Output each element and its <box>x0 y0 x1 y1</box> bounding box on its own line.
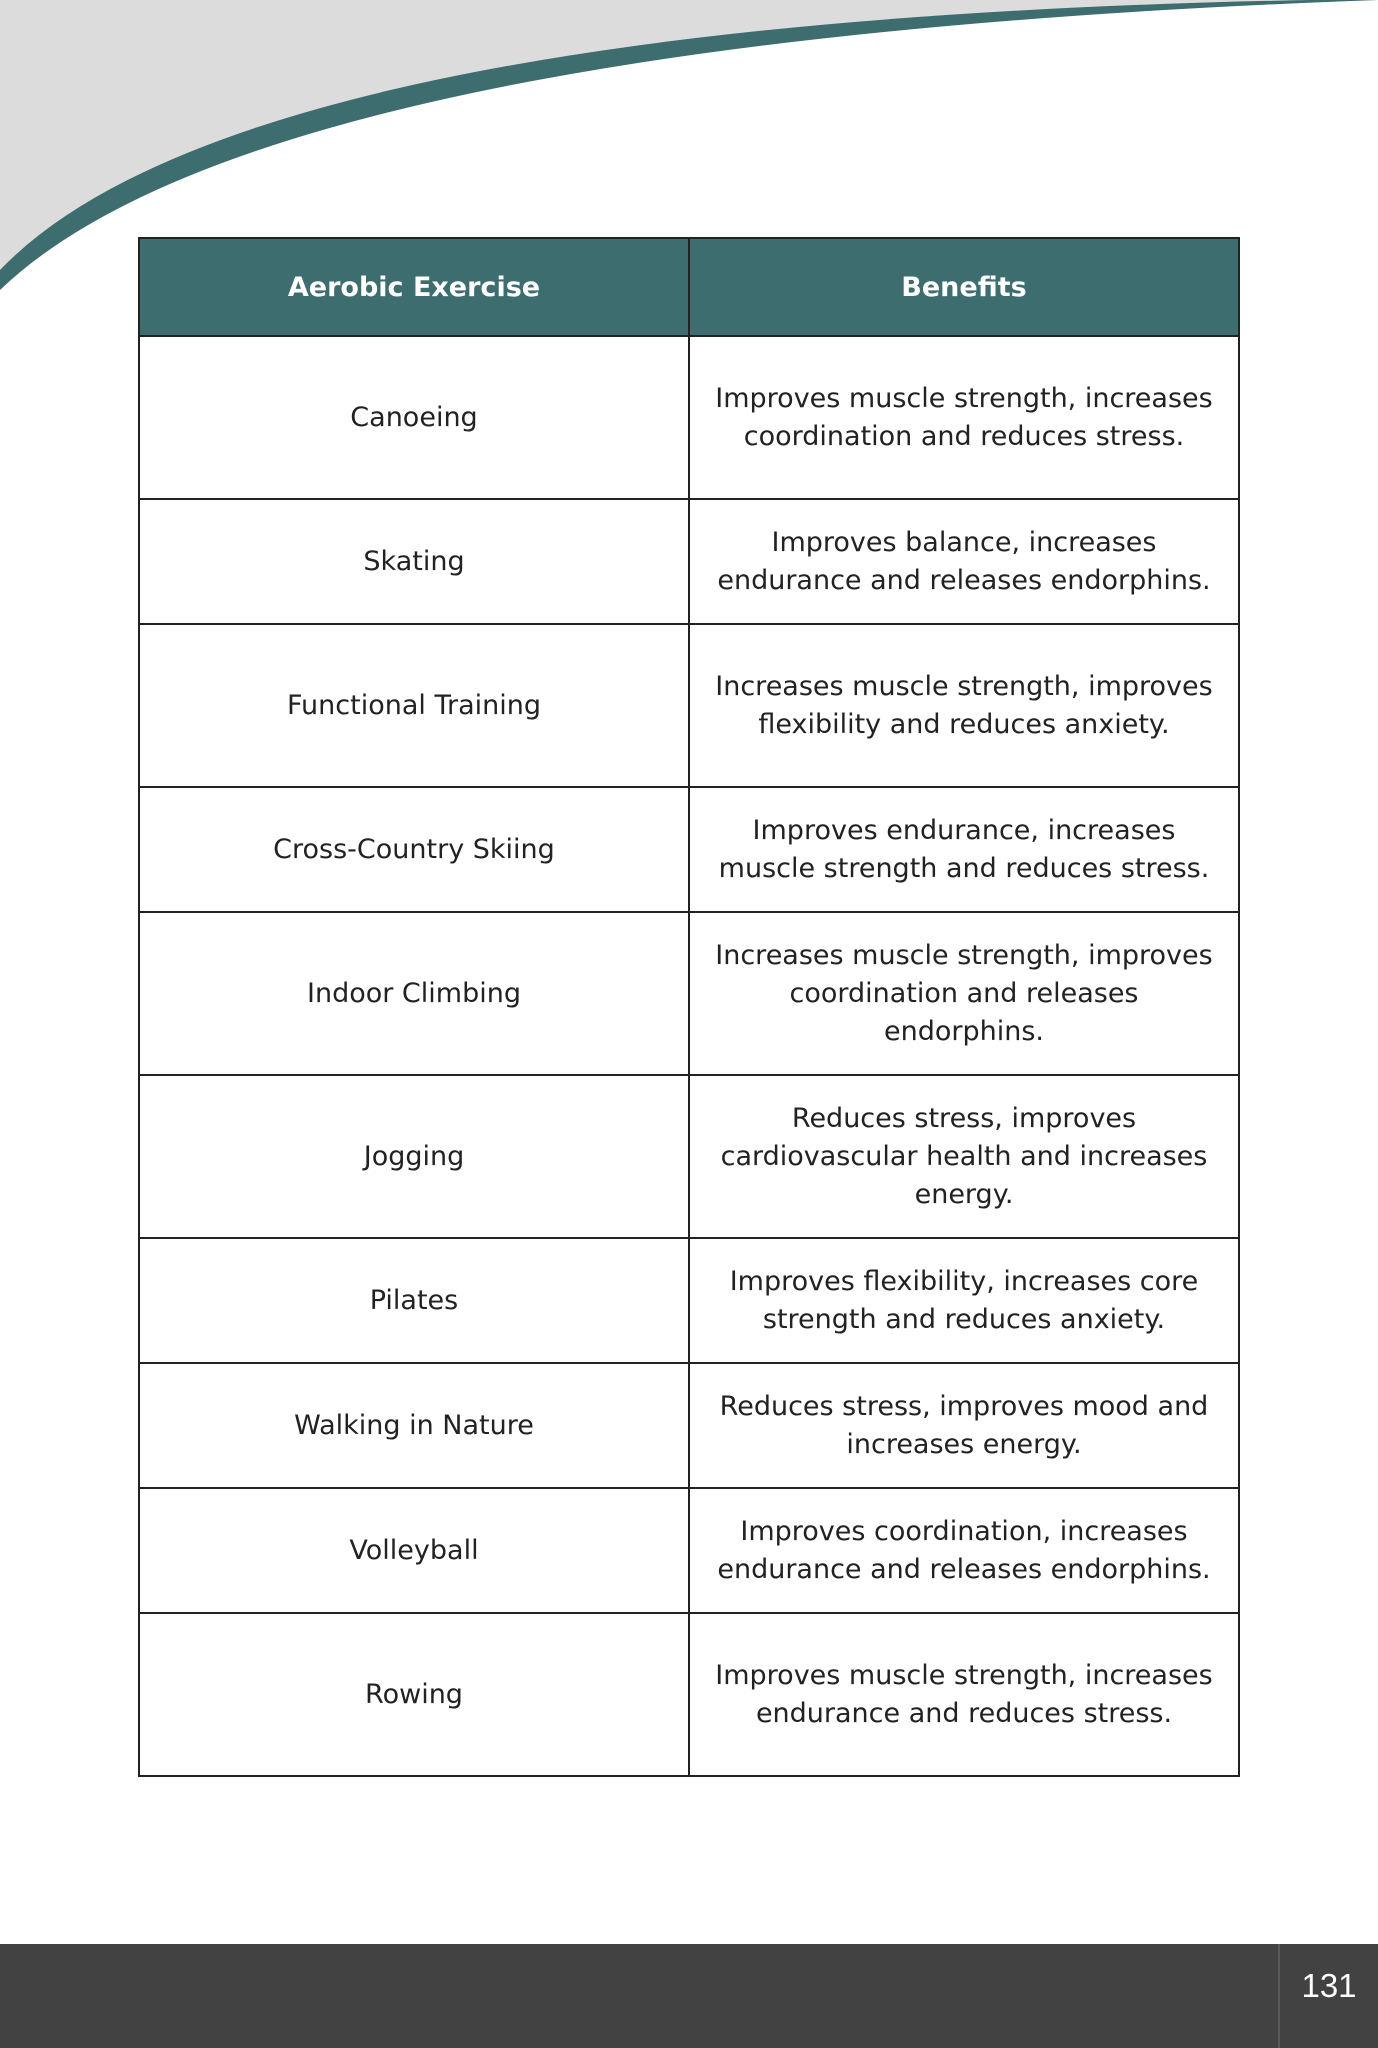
benefits-cell: Improves coordination, increases endurance and releases endorphins. <box>689 1488 1239 1613</box>
benefits-cell: Improves endurance, increases muscle strength and reduces stress. <box>689 787 1239 912</box>
exercise-benefits-table <box>138 237 1240 1777</box>
page-footer <box>0 1944 1378 2048</box>
table-header-row <box>139 238 1239 336</box>
exercise-cell: Skating <box>139 499 689 624</box>
table-row <box>139 336 1239 499</box>
exercise-cell: Volleyball <box>139 1488 689 1613</box>
exercise-cell: Cross-Country Skiing <box>139 787 689 912</box>
exercise-cell: Walking in Nature <box>139 1363 689 1488</box>
table-row <box>139 1613 1239 1776</box>
table-row <box>139 1075 1239 1238</box>
exercise-cell: Indoor Climbing <box>139 912 689 1075</box>
table-row <box>139 1363 1239 1488</box>
benefits-cell: Reduces stress, improves cardiovascular health and increases energy. <box>689 1075 1239 1238</box>
benefits-cell: Reduces stress, improves mood and increases energy. <box>689 1363 1239 1488</box>
exercise-cell: Pilates <box>139 1238 689 1363</box>
exercise-cell: Canoeing <box>139 336 689 499</box>
exercise-cell: Jogging <box>139 1075 689 1238</box>
table-row <box>139 1488 1239 1613</box>
column-header-exercise: Aerobic Exercise <box>139 238 689 336</box>
page-number: 131 <box>1301 1967 1357 2004</box>
benefits-cell: Increases muscle strength, improves flexibility and reduces anxiety. <box>689 624 1239 787</box>
table-row <box>139 912 1239 1075</box>
benefits-cell: Improves muscle strength, increases endurance and reduces stress. <box>689 1613 1239 1776</box>
benefits-cell: Increases muscle strength, improves coordination and releases endorphins. <box>689 912 1239 1075</box>
exercise-cell: Rowing <box>139 1613 689 1776</box>
exercise-cell: Functional Training <box>139 624 689 787</box>
table-row <box>139 499 1239 624</box>
table-row <box>139 624 1239 787</box>
exercise-benefits-table-container <box>138 237 1240 1777</box>
column-header-benefits: Benefits <box>689 238 1239 336</box>
benefits-cell: Improves muscle strength, increases coordination and reduces stress. <box>689 336 1239 499</box>
table-row <box>139 787 1239 912</box>
benefits-cell: Improves flexibility, increases core strength and reduces anxiety. <box>689 1238 1239 1363</box>
benefits-cell: Improves balance, increases endurance and releases endorphins. <box>689 499 1239 624</box>
table-row <box>139 1238 1239 1363</box>
